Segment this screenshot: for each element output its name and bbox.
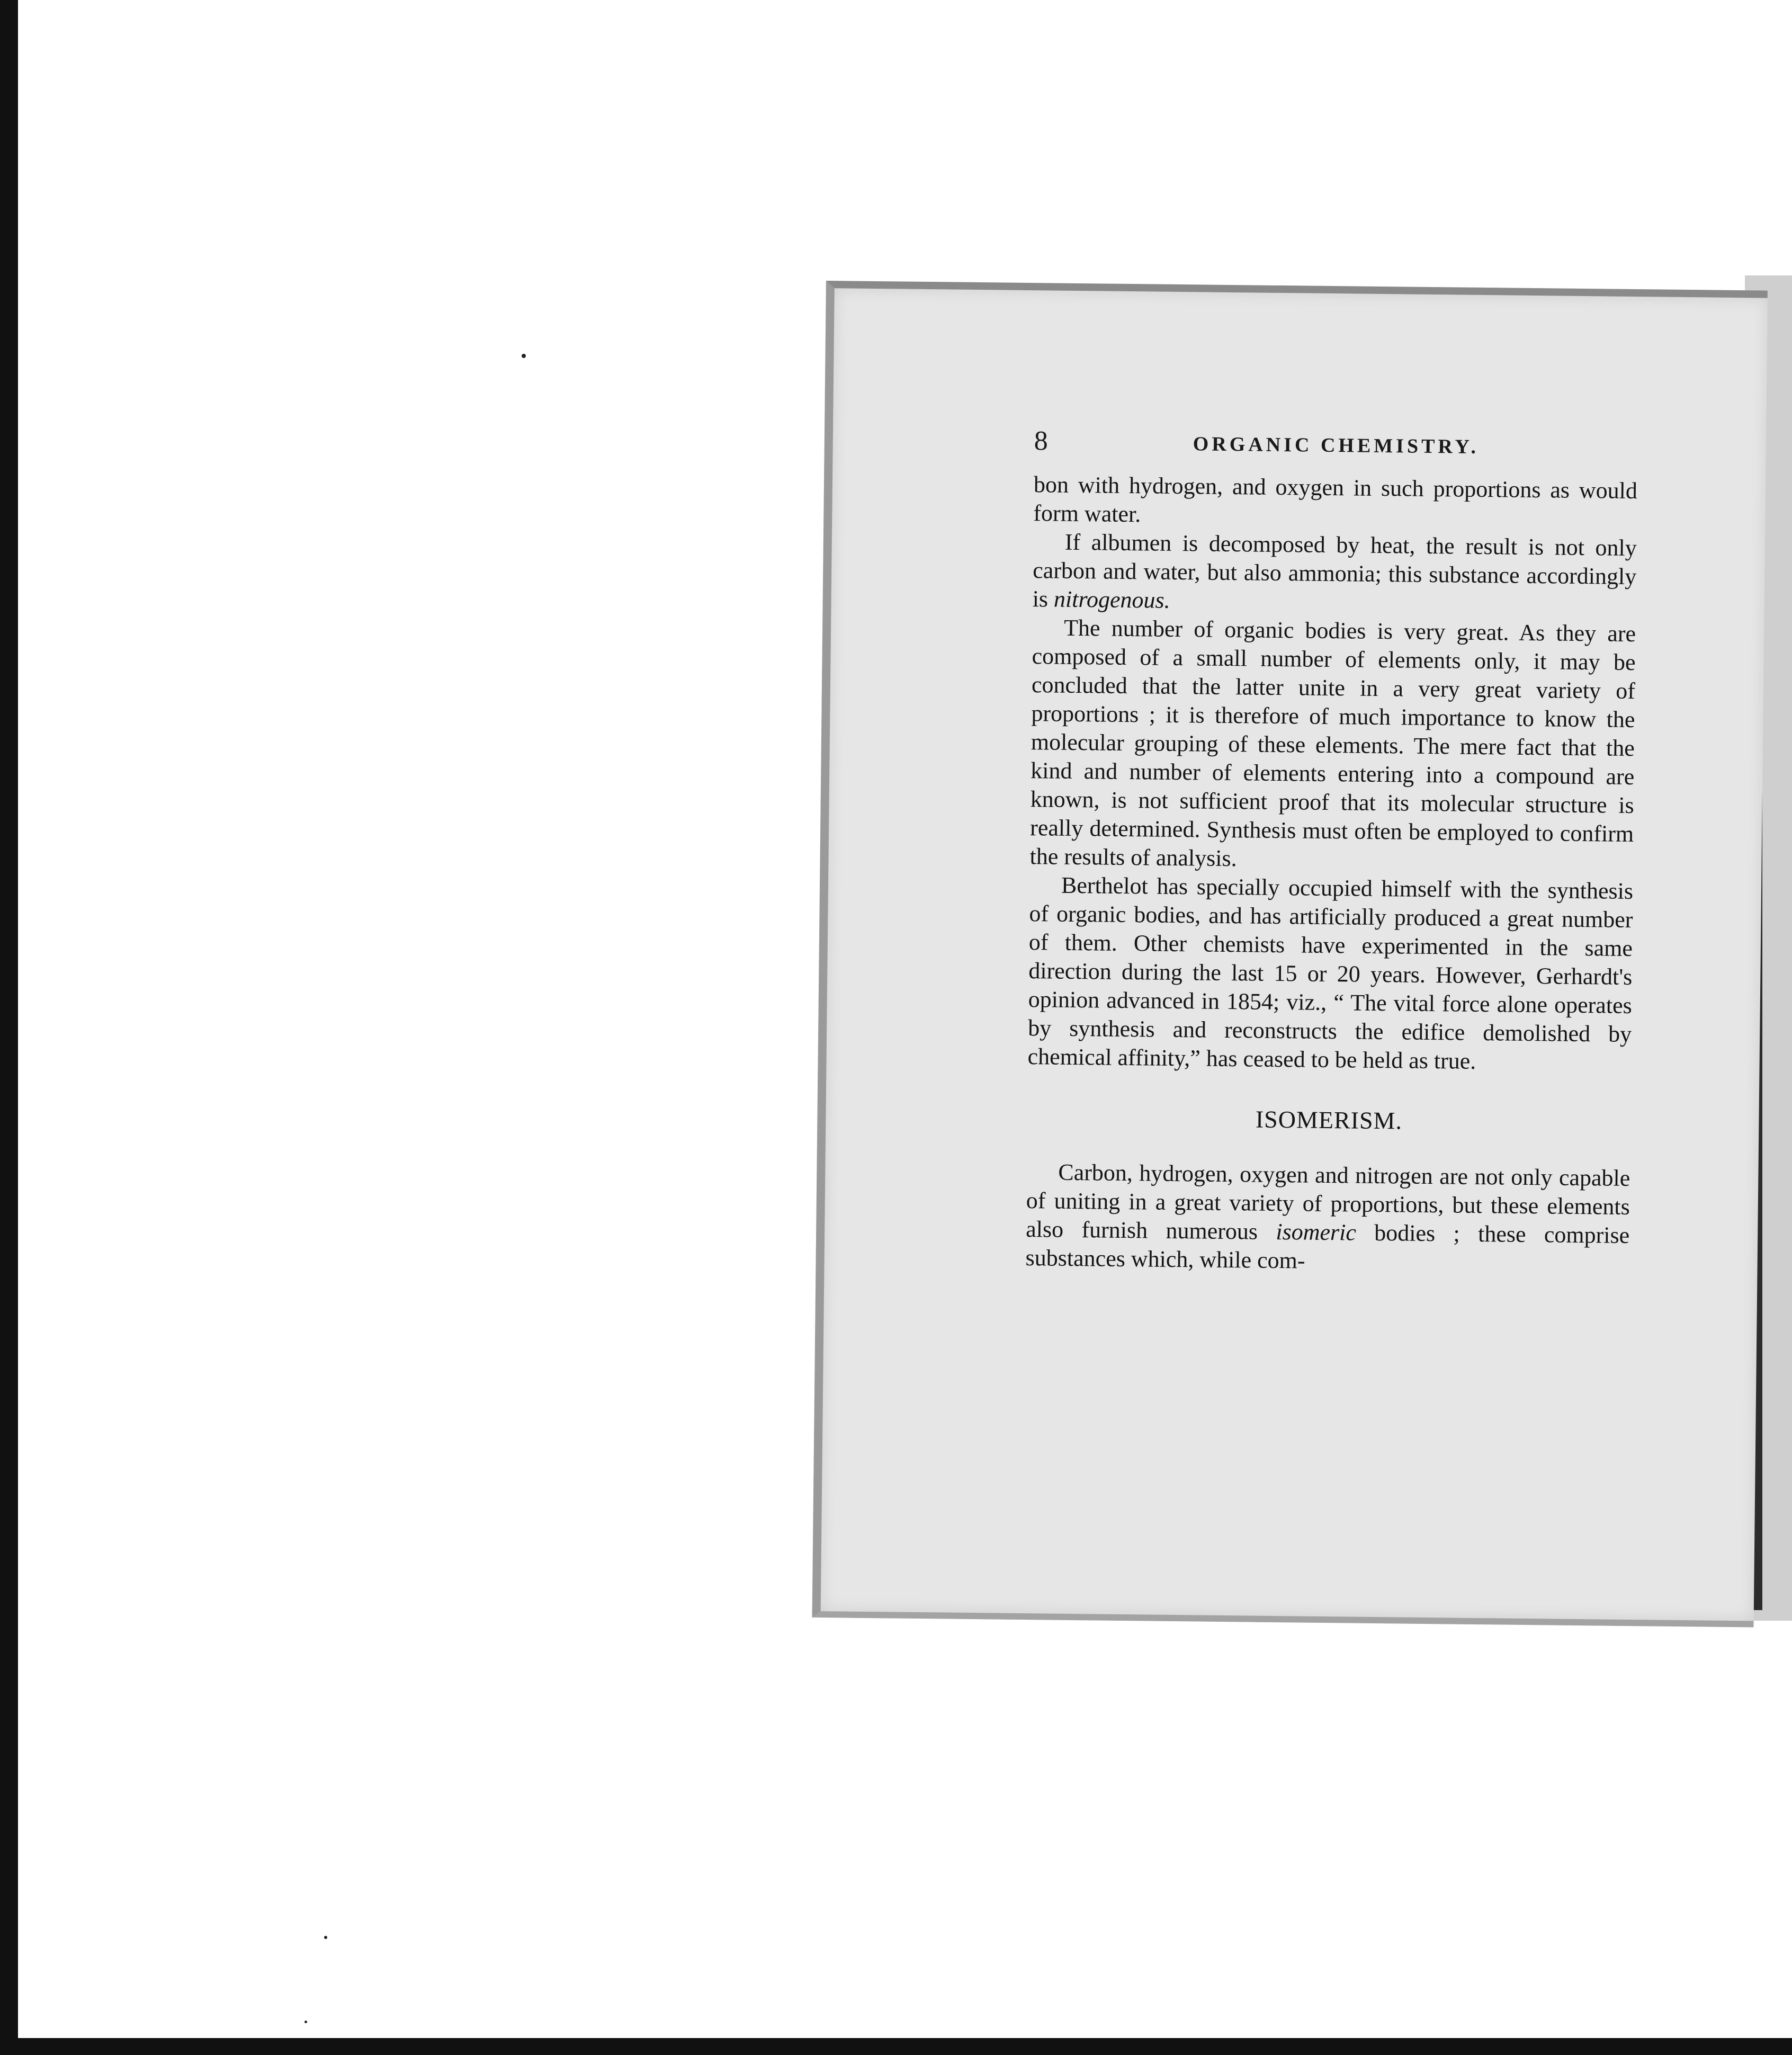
paragraph-text: bodies ; these comprise substances which, while com- xyxy=(1025,1219,1630,1274)
paragraph-text: Carbon, hydrogen, oxygen and nitrogen are not only capable of uniting in a great variety of proportions, but these elements also furnish numerous xyxy=(1026,1159,1630,1245)
paragraph-text: If albumen is decomposed by heat, the result is not only carbon and water, but also ammonia; this substance accordingly is xyxy=(1032,529,1637,612)
running-title: ORGANIC CHEMISTRY. xyxy=(1193,433,1480,458)
dust-speck xyxy=(522,354,526,358)
running-head xyxy=(1034,425,1644,463)
film-edge-bottom xyxy=(0,2038,1792,2055)
emphasis-text: isomeric xyxy=(1276,1218,1357,1246)
paragraph xyxy=(1025,1158,1630,1279)
film-edge-left xyxy=(0,0,18,2055)
emphasis-text: nitrogenous. xyxy=(1053,586,1170,613)
dust-speck xyxy=(304,2021,307,2023)
paragraph xyxy=(1032,528,1637,620)
paragraph: Berthelot has specially occupied himself with the synthesis of organic bodies, and has artificially produced a great number of them. Other chemists have experimented in the same direction during the last 15 or 20 years. However, Gerhardt's opinion advanced in 1854; viz., “ The vital force alone operates by synthesis and reconstructs the edifice demolished by chemical affinity,” has ceased to be held as true. xyxy=(1027,872,1634,1074)
paragraph: The number of organic bodies is very great. As they are composed of a small number of elements only, it may be concluded that the latter unite in a very great variety of proportions ; it is therefore of much importance to know the molecular grouping of these elements. The mere fact that the kind and number of elements entering into a compound are known, is not sufficient proof that its molecular structure is really determined. Synthesis must often be employed to confirm the results of analysis. xyxy=(1029,614,1636,872)
book-page xyxy=(812,281,1768,1627)
paragraph: bon with hydrogen, and oxygen in such proportions as would form water. xyxy=(1033,471,1638,528)
section-heading: ISOMERISM. xyxy=(1255,1105,1403,1134)
page-number: 8 xyxy=(1034,426,1049,457)
page-body xyxy=(1025,470,1637,1279)
dust-speck xyxy=(324,1936,327,1939)
